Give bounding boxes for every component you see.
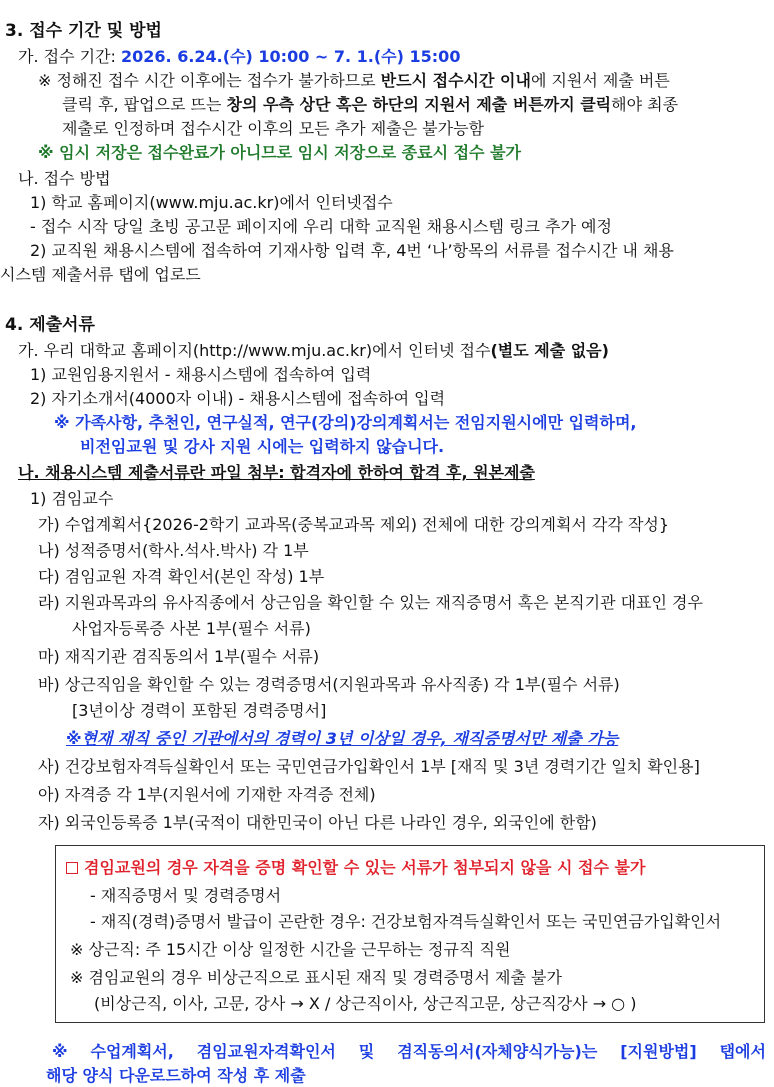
docs-na-title: 나. 채용시스템 제출서류란 파일 첨부: 합격자에 한하여 합격 후, 원본제출 bbox=[18, 463, 535, 482]
checkbox-square-icon bbox=[66, 862, 78, 874]
list-item: 다) 겸임교원 자격 확인서(본인 작성) 1부 bbox=[38, 567, 325, 586]
docs-ga: 가. 우리 대학교 홈페이지(http://www.mju.ac.kr)에서 인터넷 접수(별도 제출 없음) bbox=[18, 341, 609, 360]
list-item: 아) 자격증 각 1부(지원서에 기재한 자격증 전체) bbox=[38, 785, 376, 804]
section-4-title: 4. 제출서류 bbox=[5, 315, 95, 335]
notice-line-1: ※ 정해진 접수 시간 이후에는 접수가 불가하므로 반드시 접수시간 이내에 지원서 제출 버튼 bbox=[38, 71, 670, 90]
reception-period-value: 2026. 6.24.(수) 10:00 ~ 7. 1.(수) 15:00 bbox=[121, 47, 461, 66]
docs-na-1: 1) 겸임교수 bbox=[30, 489, 114, 508]
method-item-2: 2) 교직원 채용시스템에 접속하여 기재사항 입력 후, 4번 ‘나’항목의 서류를 접수시간 내 채용 bbox=[30, 241, 674, 260]
list-item: [3년이상 경력이 포함된 경력증명서] bbox=[72, 701, 327, 720]
list-item: 마) 재직기관 겸직동의서 1부(필수 서류) bbox=[38, 647, 320, 666]
warning-line-1: - 재직증명서 및 경력증명서 bbox=[90, 886, 282, 905]
warning-title: 겸임교원의 경우 자격을 증명 확인할 수 있는 서류가 첨부되지 않을 시 접수 불가 bbox=[66, 857, 645, 879]
reception-period bbox=[18, 46, 460, 68]
method-item-1: 1) 학교 홈페이지(www.mju.ac.kr)에서 인터넷접수 bbox=[30, 193, 393, 212]
docs-ga-note-2: 비전임교원 및 강사 지원 시에는 입력하지 않습니다. bbox=[80, 437, 445, 456]
warning-line-3: ※ 상근직: 주 15시간 이상 일정한 시간을 근무하는 정규직 직원 bbox=[70, 940, 511, 959]
list-item: 나) 성적증명서(학사.석사.박사) 각 1부 bbox=[38, 541, 309, 560]
section-3-title: 3. 접수 기간 및 방법 bbox=[5, 21, 162, 41]
method-item-1-sub: - 접수 시작 당일 초빙 공고문 페이지에 우리 대학 교직원 채용시스템 링크 추가 예정 bbox=[30, 217, 612, 236]
list-item: 바) 상근직임을 확인할 수 있는 경력증명서(지원과목과 유사직종) 각 1부(필수 서류) bbox=[38, 675, 620, 694]
reception-period-label: 가. 접수 기간: bbox=[18, 47, 122, 66]
docs-ga-2: 2) 자기소개서(4000자 이내) - 채용시스템에 접속하여 입력 bbox=[30, 389, 446, 408]
docs-ga-1: 1) 교원임용지원서 - 채용시스템에 접속하여 입력 bbox=[30, 365, 372, 384]
list-item: 사업자등록증 사본 1부(필수 서류) bbox=[72, 619, 311, 638]
final-notice-line-1: ※ 수업계획서, 겸임교원자격확인서 및 겸직동의서(자체양식가능)는 [지원방법] 탭에서 bbox=[52, 1042, 766, 1061]
temp-save-notice: ※ 임시 저장은 접수완료가 아니므로 임시 저장으로 종료시 접수 불가 bbox=[38, 143, 522, 162]
reception-method-label: 나. 접수 방법 bbox=[18, 169, 111, 188]
list-item: 사) 건강보험자격득실확인서 또는 국민연금가입확인서 1부 [재직 및 3년 경력기간 일치 확인용] bbox=[38, 757, 700, 776]
final-notice-line-2: 해당 양식 다운로드하여 작성 후 제출 bbox=[46, 1066, 306, 1085]
notice-line-2: 클릭 후, 팝업으로 뜨는 창의 우측 상단 혹은 하단의 지원서 제출 버튼까지 클릭해야 최종 bbox=[62, 95, 679, 114]
list-item: 가) 수업계획서{2026-2학기 교과목(중복교과목 제외) 전체에 대한 강의계획서 각각 작성} bbox=[38, 515, 670, 534]
notice-line-3: 제출로 인정하며 접수시간 이후의 모든 추가 제출은 불가능함 bbox=[62, 119, 485, 138]
list-item-note: ※현재 재직 중인 기관에서의 경력이 3년 이상일 경우, 재직증명서만 제출 가능 bbox=[66, 729, 619, 748]
warning-line-5: (비상근직, 이사, 고문, 강사 → X / 상근직이사, 상근직고문, 상근직강사 → ○ ) bbox=[94, 994, 637, 1013]
list-item: 자) 외국인등록증 1부(국적이 대한민국이 아닌 다른 나라인 경우, 외국인에 한함) bbox=[38, 813, 597, 832]
docs-ga-note-1: ※ 가족사항, 추천인, 연구실적, 연구(강의)강의계획서는 전임지원시에만 입력하며, bbox=[54, 413, 637, 432]
method-item-2-cont: 시스템 제출서류 탭에 업로드 bbox=[0, 265, 201, 284]
warning-line-4: ※ 겸임교원의 경우 비상근직으로 표시된 재직 및 경력증명서 제출 불가 bbox=[70, 968, 562, 987]
warning-line-2: - 재직(경력)증명서 발급이 곤란한 경우: 건강보험자격득실확인서 또는 국민연금가입확인서 bbox=[90, 912, 722, 931]
list-item: 라) 지원과목과의 유사직종에서 상근임을 확인할 수 있는 재직증명서 혹은 본직기관 대표인 경우 bbox=[38, 593, 703, 612]
